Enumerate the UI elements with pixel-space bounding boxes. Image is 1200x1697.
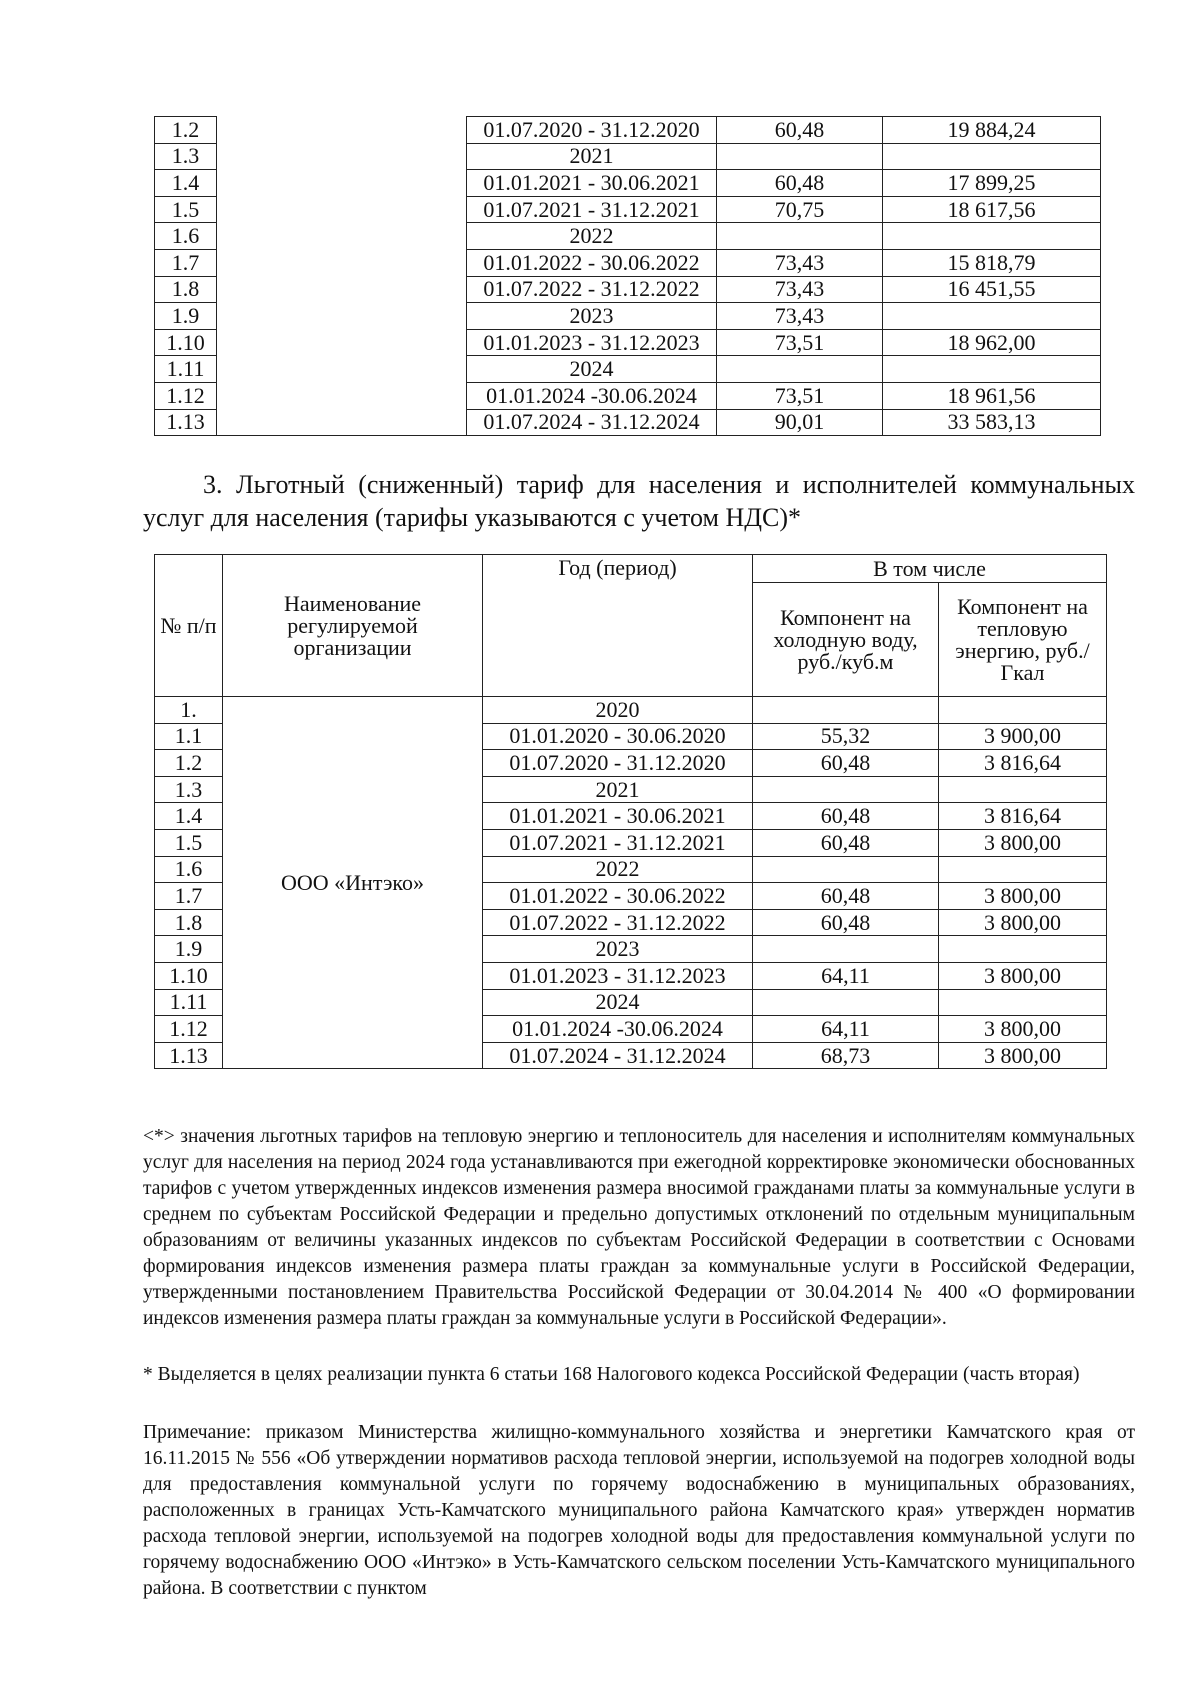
period-cell: 01.01.2023 - 31.12.2023 <box>483 962 753 989</box>
heat-component <box>883 303 1101 330</box>
year-cell: 2020 <box>483 697 753 724</box>
period-cell: 01.07.2021 - 31.12.2021 <box>467 196 717 223</box>
water-component: 70,75 <box>717 196 883 223</box>
row-number: 1.3 <box>155 143 217 170</box>
water-component <box>753 697 939 724</box>
heat-component <box>939 697 1107 724</box>
row-number: 1.11 <box>155 989 223 1016</box>
year-cell: 2023 <box>483 936 753 963</box>
water-component: 90,01 <box>717 409 883 436</box>
water-component: 60,48 <box>717 117 883 144</box>
year-cell: 2023 <box>467 303 717 330</box>
organization-name: ООО «Интэко» <box>223 697 483 1069</box>
period-cell: 01.01.2024 -30.06.2024 <box>483 1016 753 1043</box>
heat-component <box>939 989 1107 1016</box>
period-cell: 01.07.2020 - 31.12.2020 <box>467 117 717 144</box>
water-component: 60,48 <box>753 750 939 777</box>
row-number: 1.7 <box>155 883 223 910</box>
period-cell: 01.01.2022 - 30.06.2022 <box>467 249 717 276</box>
year-cell: 2021 <box>483 776 753 803</box>
water-component: 60,48 <box>753 803 939 830</box>
row-number: 1.2 <box>155 117 217 144</box>
row-number: 1.13 <box>155 1042 223 1069</box>
heat-component: 3 816,64 <box>939 750 1107 777</box>
water-component: 60,48 <box>753 909 939 936</box>
period-cell: 01.07.2020 - 31.12.2020 <box>483 750 753 777</box>
water-component: 73,43 <box>717 303 883 330</box>
header-water: Компонент на холодную воду, руб./куб.м <box>753 583 939 697</box>
section-text: Льготный (сниженный) тариф для населения и исполнителей коммунальных услуг для населения (тарифы указываются с учетом НДС)* <box>143 470 1135 532</box>
header-org: Наименование регулируемой организации <box>223 555 483 697</box>
water-component: 68,73 <box>753 1042 939 1069</box>
period-cell: 01.01.2020 - 30.06.2020 <box>483 723 753 750</box>
period-cell: 01.07.2024 - 31.12.2024 <box>467 409 717 436</box>
period-cell: 01.07.2022 - 31.12.2022 <box>467 276 717 303</box>
tariff-table-continued <box>154 116 1101 436</box>
heat-component: 3 800,00 <box>939 1016 1107 1043</box>
row-number: 1.13 <box>155 409 217 436</box>
heat-component: 17 899,25 <box>883 170 1101 197</box>
water-component: 60,48 <box>753 883 939 910</box>
row-number: 1.7 <box>155 249 217 276</box>
row-number: 1.10 <box>155 962 223 989</box>
heat-component <box>939 936 1107 963</box>
row-number: 1.12 <box>155 382 217 409</box>
row-number: 1. <box>155 697 223 724</box>
heat-component: 33 583,13 <box>883 409 1101 436</box>
row-number: 1.8 <box>155 276 217 303</box>
header-heat: Компонент на тепловую энергию, руб./Гкал <box>939 583 1107 697</box>
year-cell: 2021 <box>467 143 717 170</box>
row-number: 1.12 <box>155 1016 223 1043</box>
water-component <box>753 776 939 803</box>
year-cell: 2024 <box>467 356 717 383</box>
heat-component <box>939 856 1107 883</box>
year-cell: 2022 <box>483 856 753 883</box>
heat-component: 3 800,00 <box>939 829 1107 856</box>
period-cell: 01.01.2021 - 30.06.2021 <box>483 803 753 830</box>
water-component: 55,32 <box>753 723 939 750</box>
preferential-tariff-table <box>154 554 1107 1069</box>
row-number: 1.9 <box>155 936 223 963</box>
heat-component: 3 800,00 <box>939 962 1107 989</box>
row-number: 1.5 <box>155 829 223 856</box>
note-paragraph: Примечание: приказом Министерства жилищно-коммунального хозяйства и энергетики Камчатского края от 16.11.2015 № 556 «Об утверждении нормативов расхода тепловой энергии, используемой на подогрев холодной воды для предоставления коммунальной услуги по горячему водоснабжению в муниципальных образованиях, расположенных в границах Усть-Камчатского муниципального района Камчатского края» утвержден норматив расхода тепловой энергии, используемой на подогрев холодной воды для предоставления коммунальной услуги по горячему водоснабжению ООО «Интэко» в Усть-Камчатского сельском поселении Усть-Камчатского муниципального района. В соответствии с пунктом <box>143 1422 1135 1599</box>
section-number: 3. <box>203 470 223 499</box>
water-component <box>717 223 883 250</box>
heat-component: 18 962,00 <box>883 329 1101 356</box>
row-number: 1.4 <box>155 803 223 830</box>
heat-component <box>883 143 1101 170</box>
water-component: 73,51 <box>717 382 883 409</box>
water-component: 60,48 <box>753 829 939 856</box>
heat-component: 18 617,56 <box>883 196 1101 223</box>
row-number: 1.8 <box>155 909 223 936</box>
header-num: № п/п <box>155 555 223 697</box>
row-number: 1.6 <box>155 856 223 883</box>
header-including: В том числе <box>753 555 1107 583</box>
organization-name <box>217 117 467 436</box>
heat-component <box>939 776 1107 803</box>
water-component: 73,51 <box>717 329 883 356</box>
year-cell: 2022 <box>467 223 717 250</box>
water-component: 73,43 <box>717 276 883 303</box>
heat-component: 3 800,00 <box>939 1042 1107 1069</box>
row-number: 1.10 <box>155 329 217 356</box>
water-component <box>753 856 939 883</box>
year-cell: 2024 <box>483 989 753 1016</box>
row-number: 1.4 <box>155 170 217 197</box>
period-cell: 01.01.2024 -30.06.2024 <box>467 382 717 409</box>
table-row <box>155 697 1107 724</box>
row-number: 1.3 <box>155 776 223 803</box>
water-component <box>753 989 939 1016</box>
header-period: Год (период) <box>483 555 753 697</box>
table-row <box>155 117 1101 144</box>
heat-component <box>883 223 1101 250</box>
period-cell: 01.01.2022 - 30.06.2022 <box>483 883 753 910</box>
footnote-asterisk: * Выделяется в целях реализации пункта 6 статьи 168 Налогового кодекса Российской Федерации (часть вторая) <box>143 1364 1080 1385</box>
heat-component: 3 900,00 <box>939 723 1107 750</box>
water-component <box>717 143 883 170</box>
section-3-heading <box>143 468 1135 534</box>
row-number: 1.9 <box>155 303 217 330</box>
heat-component: 3 816,64 <box>939 803 1107 830</box>
row-number: 1.5 <box>155 196 217 223</box>
row-number: 1.1 <box>155 723 223 750</box>
period-cell: 01.07.2024 - 31.12.2024 <box>483 1042 753 1069</box>
footnote-asterisk-bracket: <*> значения льготных тарифов на тепловую энергию и теплоноситель для населения и исполнителям коммунальных услуг для населения на период 2024 года устанавливаются при ежегодной корректировке экономически обоснованных тарифов с учетом утвержденных индексов изменения размера вносимой гражданами платы за коммунальные услуги в среднем по субъектам Российской Федерации и предельно допустимых отклонений по отдельным муниципальным образованиям от величины указанных индексов по субъектам Российской Федерации в соответствии с Основами формирования индексов изменения размера платы граждан за коммунальные услуги в Российской Федерации, утвержденными постановлением Правительства Российской Федерации от 30.04.2014 № 400 «О формировании индексов изменения размера платы граждан за коммунальные услуги в Российской Федерации». <box>143 1126 1135 1329</box>
row-number: 1.11 <box>155 356 217 383</box>
heat-component: 3 800,00 <box>939 883 1107 910</box>
period-cell: 01.01.2023 - 31.12.2023 <box>467 329 717 356</box>
period-cell: 01.01.2021 - 30.06.2021 <box>467 170 717 197</box>
heat-component: 19 884,24 <box>883 117 1101 144</box>
heat-component: 15 818,79 <box>883 249 1101 276</box>
water-component: 73,43 <box>717 249 883 276</box>
heat-component: 16 451,55 <box>883 276 1101 303</box>
period-cell: 01.07.2021 - 31.12.2021 <box>483 829 753 856</box>
heat-component: 3 800,00 <box>939 909 1107 936</box>
heat-component: 18 961,56 <box>883 382 1101 409</box>
water-component <box>753 936 939 963</box>
water-component: 64,11 <box>753 962 939 989</box>
row-number: 1.2 <box>155 750 223 777</box>
water-component: 64,11 <box>753 1016 939 1043</box>
period-cell: 01.07.2022 - 31.12.2022 <box>483 909 753 936</box>
water-component <box>717 356 883 383</box>
heat-component <box>883 356 1101 383</box>
row-number: 1.6 <box>155 223 217 250</box>
water-component: 60,48 <box>717 170 883 197</box>
